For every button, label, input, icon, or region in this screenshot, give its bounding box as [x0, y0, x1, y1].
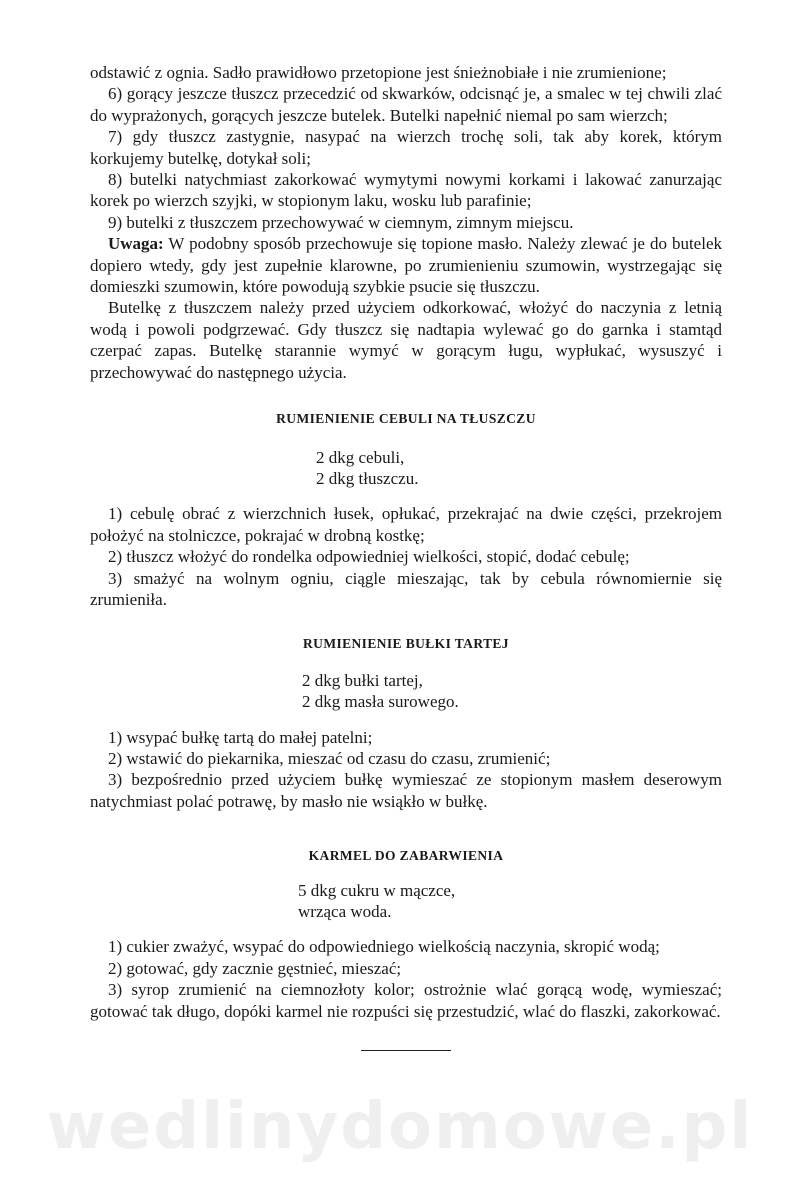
step-item: 3) syrop zrumienić na ciemnozłoty kolor; ostrożnie wlać gorącą wodę, wymieszać; gotować tak długo, dopóki karmel nie rozpuści się przestudzić, wlać do flaszki, zakorkować.: [90, 980, 722, 1021]
end-divider: [361, 1050, 451, 1051]
ingredient-item: 2 dkg cebuli,: [316, 447, 405, 467]
intro-step-7: 7) gdy tłuszcz zastygnie, nasypać na wierzch trochę soli, tak aby korek, którym korkujemy butelkę, dotykał soli;: [90, 127, 722, 168]
document-page: [90, 62, 722, 1051]
step-item: 1) cukier zważyć, wsypać do odpowiedniego wielkością naczynia, skropić wodą;: [108, 937, 660, 957]
intro-line-1: odstawić z ognia. Sadło prawidłowo przetopione jest śnieżnobiałe i nie zrumienione;: [90, 63, 667, 82]
step-item: 1) wsypać bułkę tartą do małej patelni;: [108, 727, 373, 747]
watermark: wedlinydomowe.pl: [46, 1090, 754, 1164]
step-item: 3) smażyć na wolnym ogniu, ciągle mieszając, tak by cebula równomiernie się zrumieniła.: [90, 568, 722, 609]
note-paragraph: [90, 233, 722, 297]
note-text: W podobny sposób przechowuje się topione masło. Należy zlewać je do butelek dopiero wtedy, gdy jest zupełnie klarowne, po zrumienieniu szumowin, wystrzegając się domieszki szumowin, które powodują szybkie psucie się tłuszczu.: [90, 234, 722, 297]
ingredients-onion: [316, 447, 722, 490]
intro-step-9: 9) butelki z tłuszczem przechowywać w ciemnym, zimnym miejscu.: [108, 212, 574, 232]
note-label: Uwaga:: [108, 234, 164, 254]
recipe-title-breadcrumbs: RUMIENIENIE BUŁKI TARTEJ: [303, 636, 509, 652]
step-item: 1) cebulę obrać z wierzchnich łusek, opłukać, przekrajać na dwie części, przekrojem położyć na stolniczce, pokrajać w drobną kostkę;: [90, 504, 722, 545]
step-item: 3) bezpośrednio przed użyciem bułkę wymieszać ze stopionym masłem deserowym natychmiast polać potrawę, by masło nie wsiąkło w bułkę.: [90, 770, 722, 811]
ingredient-item: 2 dkg bułki tartej,: [302, 670, 423, 690]
ingredient-item: 5 dkg cukru w mączce,: [298, 880, 456, 900]
ingredient-item: 2 dkg tłuszczu.: [316, 468, 419, 488]
ingredients-breadcrumbs: [302, 670, 722, 713]
recipe-title-onion: RUMIENIENIE CEBULI NA TŁUSZCZU: [276, 411, 536, 427]
recipe-title-caramel: KARMEL DO ZABARWIENIA: [308, 848, 504, 864]
step-item: 2) wstawić do piekarnika, mieszać od czasu do czasu, zrumienić;: [108, 748, 551, 768]
intro-step-6: 6) gorący jeszcze tłuszcz przecedzić od skwarków, odcisnąć je, a smalec w tej chwili zlać do wyprażonych, gorących jeszcze butelek. Butelki napełnić niemal po sam wierzch;: [90, 84, 722, 125]
ingredient-item: 2 dkg masła surowego.: [302, 692, 459, 712]
step-item: 2) gotować, gdy zacznie gęstnieć, mieszać;: [108, 958, 402, 978]
note-paragraph-2: Butelkę z tłuszczem należy przed użyciem odkorkować, włożyć do naczynia z letnią wodą i powoli podgrzewać. Gdy tłuszcz się nadtapia wylewać go do garnka i stamtąd czerpać zapas. Butelkę starannie wymyć w gorącym ługu, wypłukać, wysuszyć i przechowywać do następnego użycia.: [90, 298, 722, 382]
step-item: 2) tłuszcz włożyć do rondelka odpowiedniej wielkości, stopić, dodać cebulę;: [108, 547, 630, 567]
intro-step-8: 8) butelki natychmiast zakorkować wymytymi nowymi korkami i lakować zanurzając korek po wierzch szyjki, w stopionym laku, wosku lub parafinie;: [90, 170, 722, 211]
ingredients-caramel: [298, 880, 722, 923]
ingredient-item: wrząca woda.: [298, 902, 392, 921]
